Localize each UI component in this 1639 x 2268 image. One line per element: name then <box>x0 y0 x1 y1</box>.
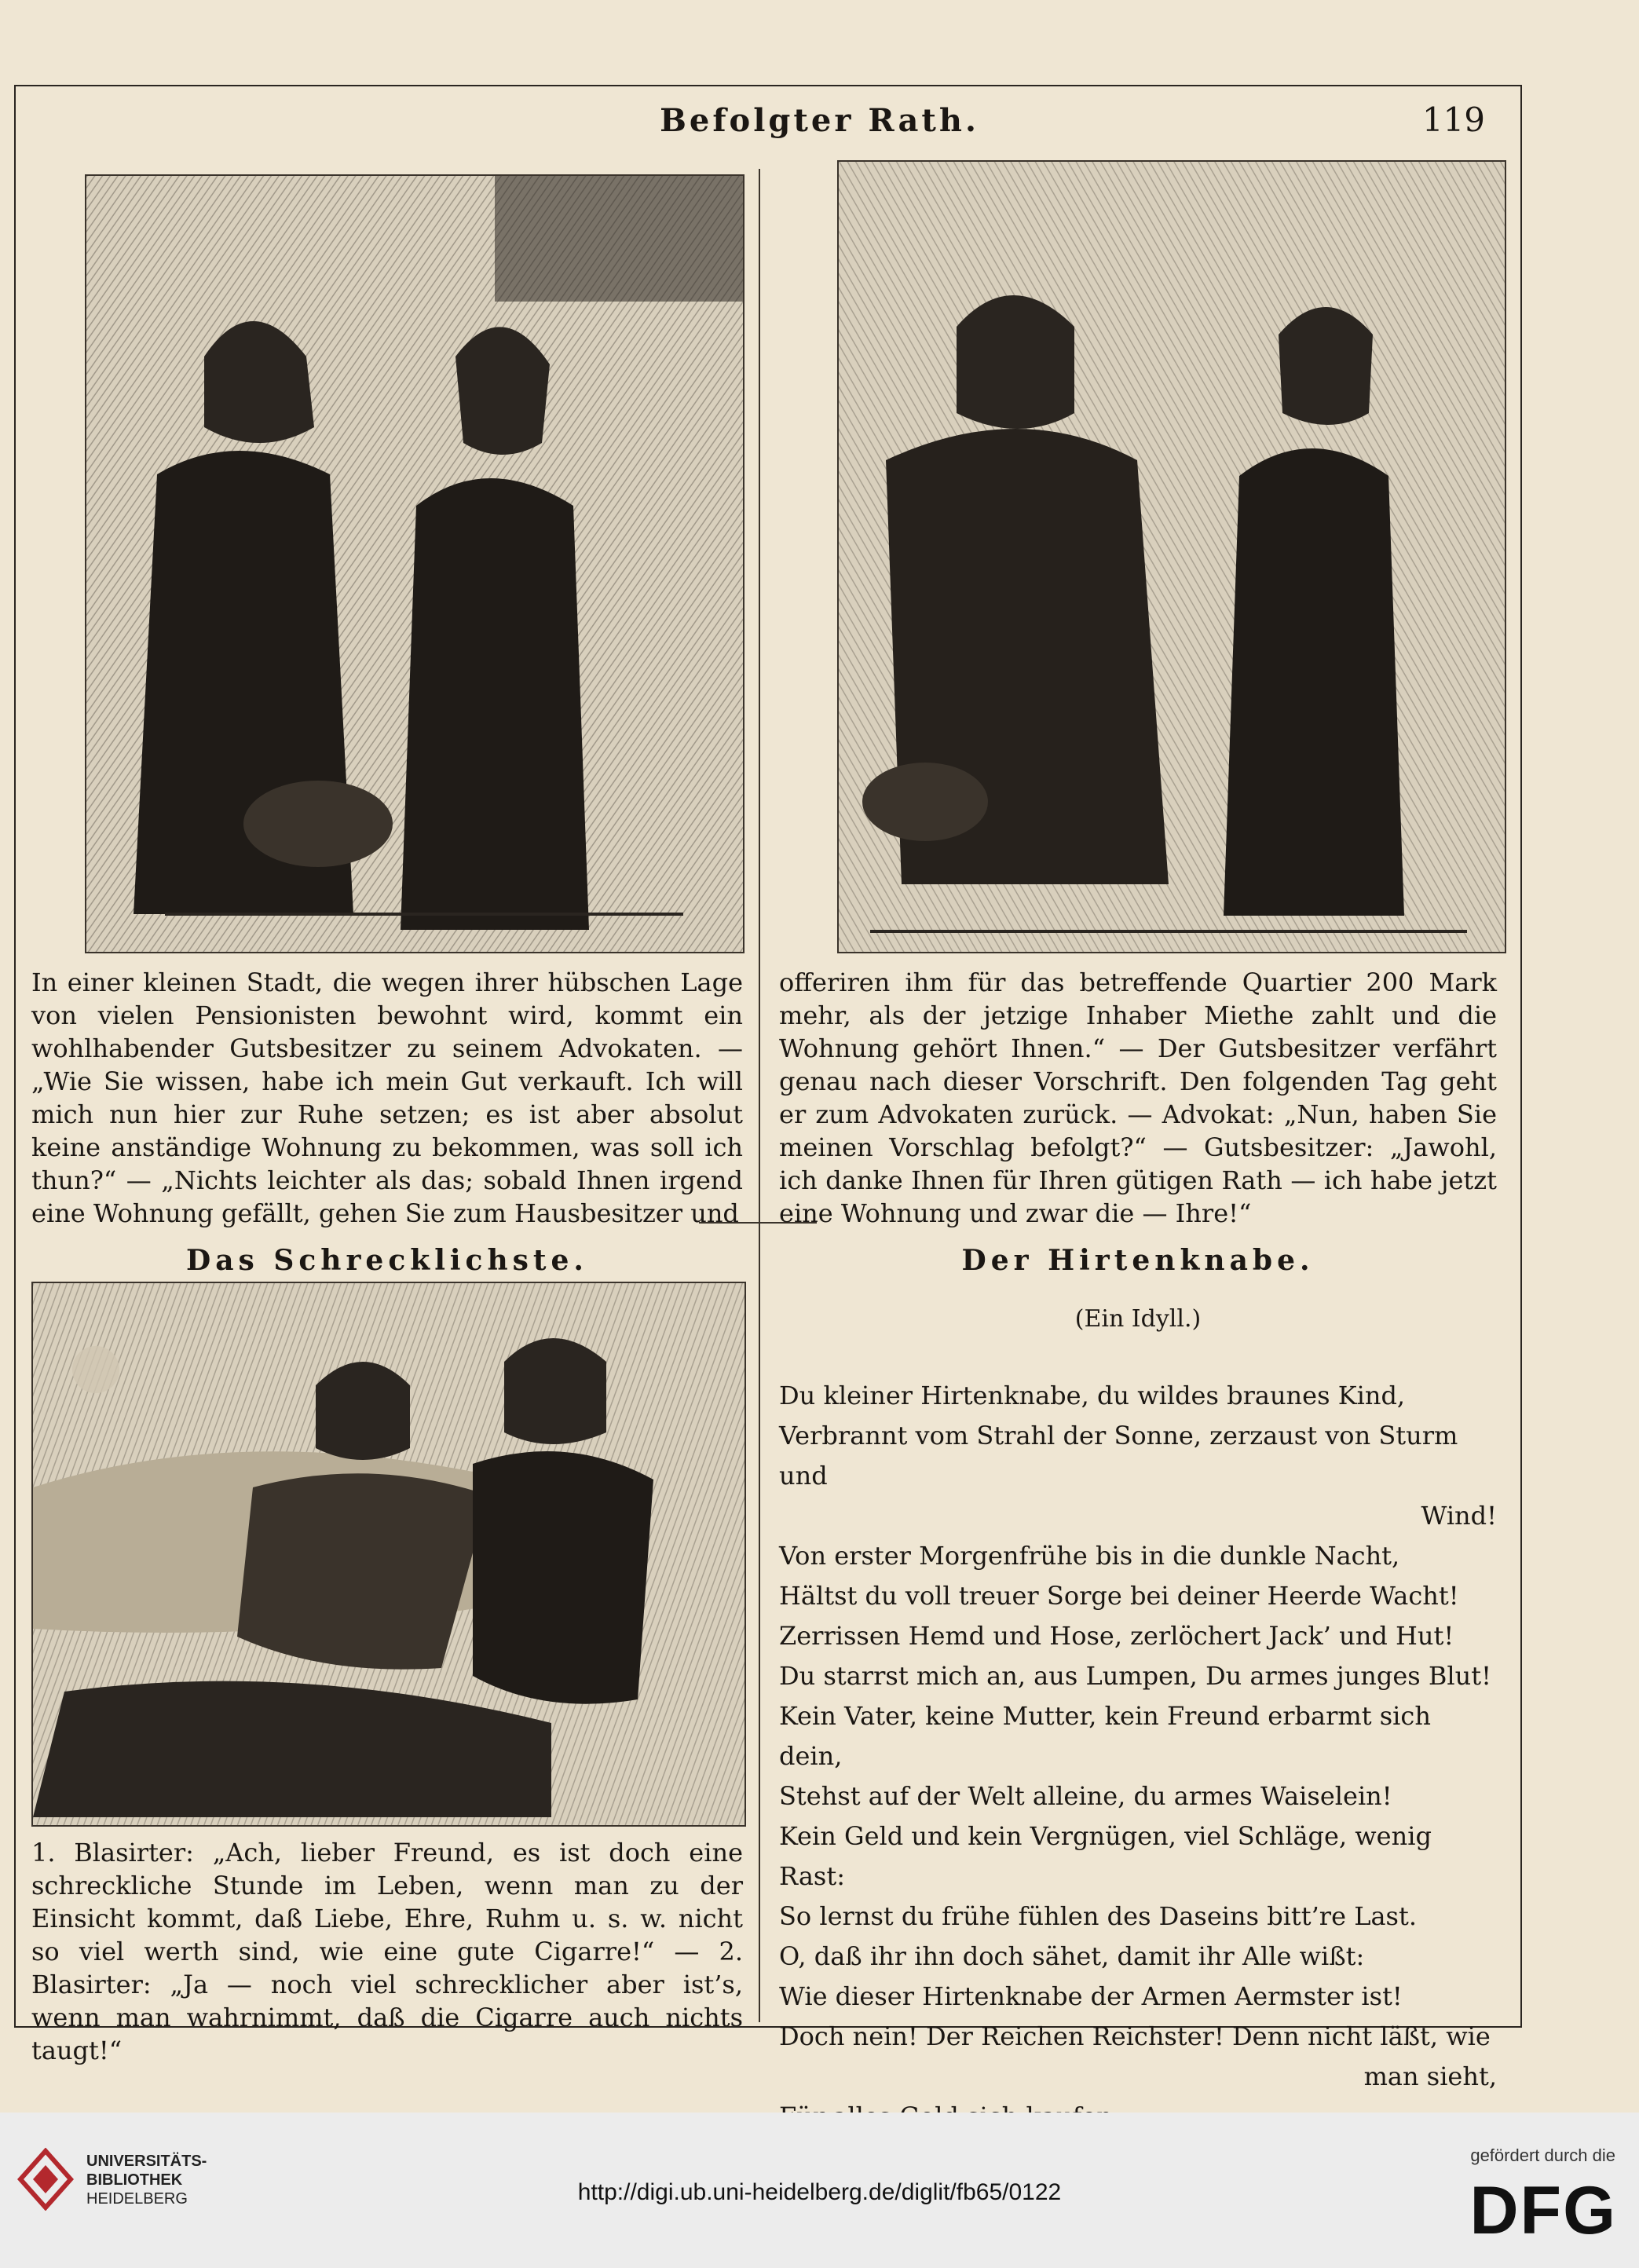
illustration-two-smokers <box>31 1282 746 1827</box>
poem-line: Du kleiner Hirtenknabe, du wildes braunes Kind, <box>779 1381 1406 1410</box>
library-name-line: HEIDELBERG <box>86 2190 188 2208</box>
poem-line: Kein Geld und kein Vergnügen, viel Schläge, wenig Rast: <box>779 1821 1432 1891</box>
poem-line: Kein Vater, keine Mutter, kein Freund erbarmt sich dein, <box>779 1701 1431 1771</box>
library-name-line: BIBLIOTHEK <box>86 2171 183 2189</box>
engraving-two-men-departing <box>839 162 1505 952</box>
column-divider <box>759 169 760 2022</box>
sponsor-text: gefördert durch die <box>1470 2145 1615 2165</box>
story-text-right: offeriren ihm für das betreffende Quartier 200 Mark mehr, als der jetzige Inhaber Miethe zahlt und die Wohnung gehört Ihnen.“ — Der Gutsbesitzer verfährt genau nach dieser Vorschrift. Den folgenden Tag geht er zum Advokaten zurück. — Advokat: „Nun, haben Sie meinen Vorschlag befolgt?“ — Gutsbesitzer: „Jawohl, ich danke Ihnen für Ihren gütigen Rath — ich habe jetzt eine Wohnung und zwar die — Ihre!“ <box>779 968 1497 1228</box>
poem-line: So lernst du frühe fühlen des Daseins bitt’re Last. <box>779 1901 1417 1931</box>
poem-subtitle: (Ein Idyll.) <box>1074 1305 1202 1333</box>
poem-line: Von erster Morgenfrühe bis in die dunkle Nacht, <box>779 1541 1400 1571</box>
engraving-reclining-smokers <box>33 1283 745 1825</box>
page-number: 119 <box>1421 101 1485 139</box>
dfg-logo[interactable]: DFG <box>1469 2173 1617 2248</box>
section-title-hirtenknabe: Der Hirtenknabe. <box>961 1244 1315 1277</box>
library-name-line: UNIVERSITÄTS- <box>86 2153 207 2170</box>
page-title: Befolgter Rath. <box>660 102 979 139</box>
poem-line: Wind! <box>1421 1501 1497 1531</box>
poem-line: Hältst du voll treuer Sorge bei deiner Heerde Wacht! <box>779 1581 1459 1611</box>
poem-line: Doch nein! Der Reichen Reichster! Denn nicht läßt, wie <box>779 2021 1491 2051</box>
poem-line: Zerrissen Hemd und Hose, zerlöchert Jack’ und Hut! <box>779 1621 1454 1651</box>
story-text-left: In einer kleinen Stadt, die wegen ihrer hübschen Lage von vielen Pensionisten bewohnt wird, kommt ein wohlhabender Gutsbesitzer zu seinem Advokaten. — „Wie Sie wissen, habe ich mein Gut verkauft. Ich will mich nun hier zur Ruhe setzen; es ist aber absolut keine anständige Wohnung zu bekommen, was soll ich thun?“ — „Nichts leichter als das; sobald Ihnen irgend eine Wohnung gefällt, gehen Sie zum Hausbesitzer und <box>31 968 743 1228</box>
poem-line: Verbrannt vom Strahl der Sonne, zerzaust von Sturm und <box>779 1421 1458 1491</box>
story-text-schrecklichste: 1. Blasirter: „Ach, lieber Freund, es ist doch eine schreckliche Stunde im Leben, wenn man zu der Einsicht kommt, daß Liebe, Ehre, Ruhm u. s. w. nicht so viel werth sind, wie eine gute Cigarre!“ — 2. Blasirter: „Ja — noch viel schrecklicher aber ist’s, wenn man wahrnimmt, daß die Cigarre auch nichts taugt!“ <box>31 1838 743 2065</box>
poem-line: Stehst auf der Welt alleine, du armes Waiselein! <box>779 1781 1392 1811</box>
illustration-advocate-return <box>837 160 1506 953</box>
engraving-two-men <box>86 176 743 952</box>
poem-line: Wie dieser Hirtenknabe der Armen Aermster ist! <box>779 1981 1403 2011</box>
permalink-url[interactable]: http://digi.ub.uni-heidelberg.de/diglit/fb65/0122 <box>577 2179 1062 2205</box>
poem-line: O, daß ihr ihn doch sähet, damit ihr Alle wißt: <box>779 1941 1365 1971</box>
section-title-das-schrecklichste: Das Schrecklichste. <box>186 1244 588 1277</box>
illustration-advocate-meeting <box>85 174 745 953</box>
poem-line: man sieht, <box>1363 2061 1497 2091</box>
poem-body <box>779 1376 1497 2137</box>
poem-line: Du starrst mich an, aus Lumpen, Du armes junges Blut! <box>779 1661 1491 1691</box>
